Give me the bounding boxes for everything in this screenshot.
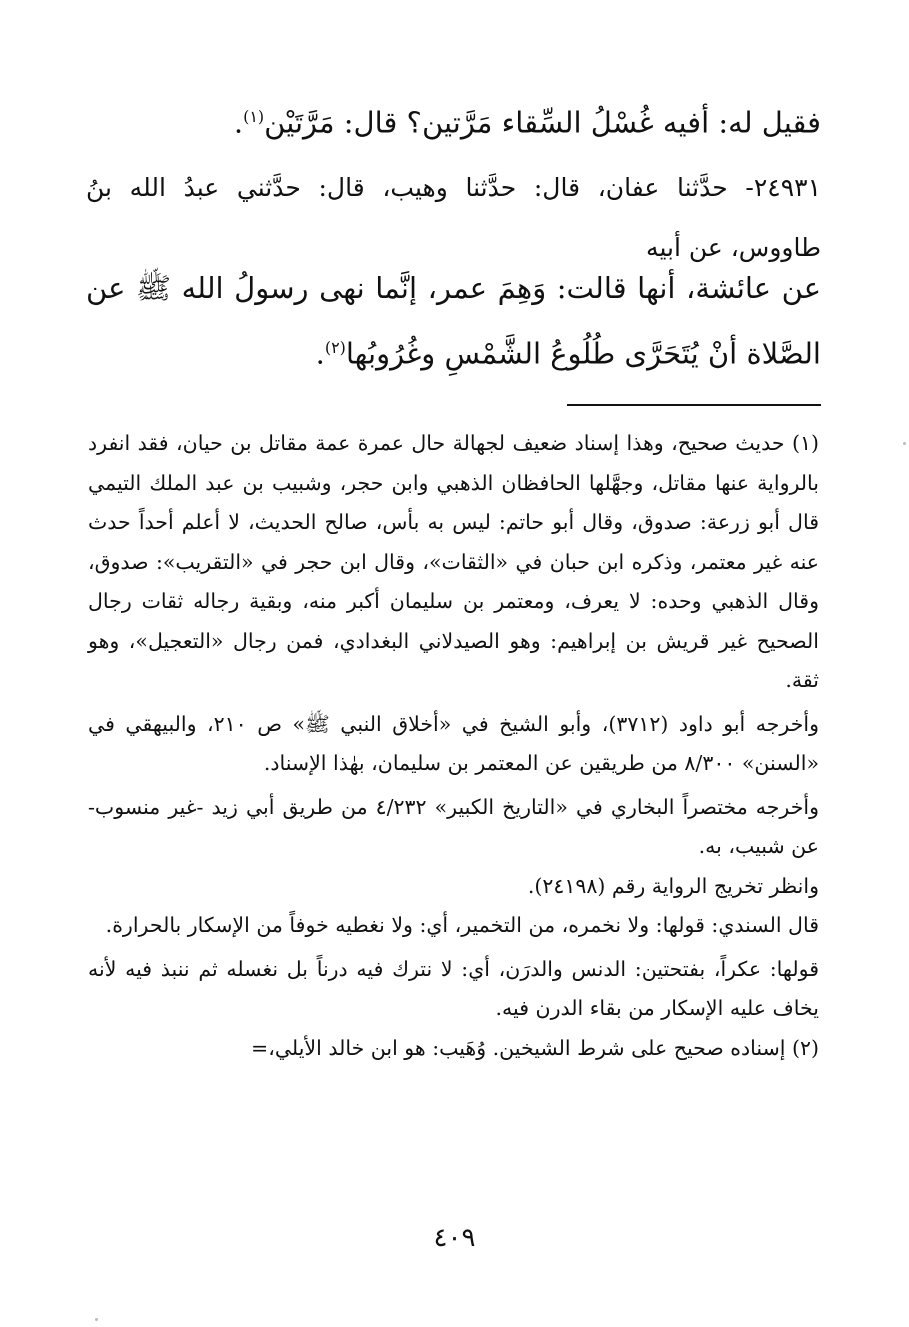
scan-speck — [903, 442, 906, 445]
footnote-ref-1: (١) — [243, 107, 265, 126]
hadith-chain: ٢٤٩٣١- حدَّثنا عفان، قال: حدَّثنا وهيب، قال: حدَّثني عبدُ الله بنُ طاووس، عن أبيه — [86, 173, 821, 262]
footnote-1-sindi: قال السندي: قولها: ولا نخمره، من التخمير، أي: ولا نغطيه خوفاً من الإسكار بالحرارة. — [105, 913, 819, 937]
hadith-text: عن عائشة، أنها قالت: وَهِمَ عمر، إنَّما نهى رسولُ الله ﷺ عن الصَّلاة أنْ يُتَحَرَّى طُلُوعُ الشَّمْسِ وغُرُوبُها$^{(٢)}$. — [86, 271, 821, 371]
scan-speck — [95, 1318, 98, 1321]
main-text-line-1: فقيل له: أفيه غُسْلُ السِّقاء مَرَّتين؟ قال: مَرَّتَيْن$^{(١)}$. — [233, 105, 821, 140]
footnote-1-takhrij: وأخرجه أبو داود (٣٧١٢)، وأبو الشيخ في «أخلاق النبي ﷺ» ص ٢١٠، والبيهقي في «السنن» ٨/٣٠٠ من طريقين عن المعتمر بن سليمان، بهٰذا الإسناد. — [88, 711, 819, 775]
page-number: ٤٠٩ — [433, 1223, 476, 1253]
footnote-1: (١) حديث صحيح، وهذا إسناد ضعيف لجهالة حال عمرة عمة مقاتل بن حيان، فقد انفرد بالرواية عنها مقاتل، وجهَّلها الحافظان الذهبي وابن حجر، وشبيب بن عبد الملك التيمي قال أبو زرعة: صدوق، وقال أبو حاتم: ليس به بأس، صالح الحديث، لا أعلم أحداً حدث عنه غير معتمر، وذكره ابن حبان في «الثقات»، وقال ابن حجر في «التقريب»: صدوق، وقال الذهبي وحده: لا يعرف، ومعتمر بن سليمان أكبر منه، وبقية رجاله ثقات رجال الصحيح غير قريش بن إبراهيم: وهو الصيدلاني البغدادي، فمن رجال «التعجيل»، وهو ثقة. — [88, 431, 819, 692]
footnote-1-bukhari: وأخرجه مختصراً البخاري في «التاريخ الكبير» ٤/٢٣٢ من طريق أبي زيد -غير منسوب- عن شبيب، به. — [88, 794, 819, 858]
footnotes — [88, 424, 819, 1068]
footnote-1-see-also: وانظر تخريج الرواية رقم (٢٤١٩٨). — [527, 873, 819, 898]
footnote-1-akaran: قولها: عكراً، بفتحتين: الدنس والدرَن، أي: لا نترك فيه درناً بل نغسله ثم ننبذ فيه لأنه يخاف عليه الإسكار من بقاء الدرن فيه. — [88, 956, 819, 1020]
footnote-separator — [567, 404, 821, 406]
footnote-2: (٢) إسناده صحيح على شرط الشيخين. وُهَيب: هو ابن خالد الأيلي،= — [251, 1035, 819, 1060]
footnote-ref-2: (٢) — [324, 338, 346, 357]
